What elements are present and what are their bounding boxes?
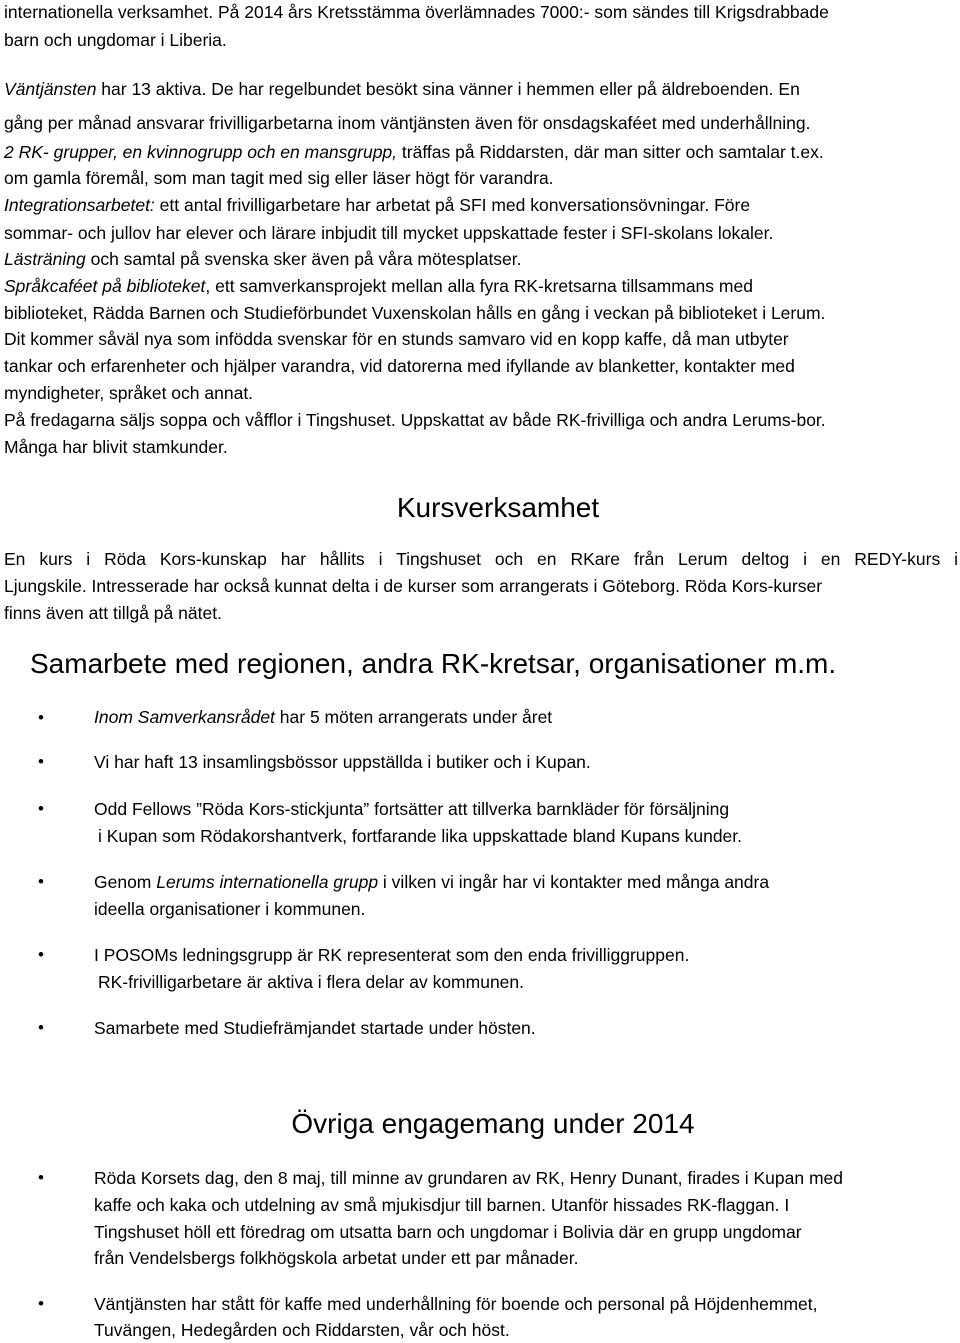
kurs-line-1: En kurs i Röda Kors-kunskap har hållits i Tingshuset och en RKare från Lerum deltog i en REDY-kurs i <box>4 549 958 569</box>
samarbete-bullet-5-line-2: RK-frivilligarbetare är aktiva i flera delar av kommunen. <box>98 972 524 992</box>
intro-line-10 <box>4 274 753 298</box>
intro-line-3 <box>4 77 800 101</box>
ovriga-bullet-2-line-1: Väntjänsten har stått för kaffe med underhållning för boende och personal på Höjdenhemmet, <box>94 1294 818 1314</box>
samarbete-bullet-3-line-2: i Kupan som Rödakorshantverk, fortfarande lika uppskattade bland Kupans kunder. <box>98 826 743 846</box>
bullet-marker: • <box>38 1168 44 1187</box>
internationella-grupp-italic: Lerums internationella grupp <box>156 872 379 892</box>
ovriga-heading: Övriga engagemang under 2014 <box>291 1108 695 1139</box>
samarbete-bullet-4-line-2: ideella organisationer i kommunen. <box>94 899 366 919</box>
sprakcafe-italic: Språkcaféet på biblioteket <box>4 276 206 296</box>
intro-line-5 <box>4 140 824 164</box>
ovriga-bullet-1-line-3: Tingshuset höll ett föredrag om utsatta barn och ungdomar i Bolivia där en grupp ungdomar <box>94 1222 802 1242</box>
intro-line-9 <box>4 247 522 271</box>
intro-line-14: myndigheter, språket och annat. <box>4 383 254 403</box>
ovriga-bullet-1-line-2: kaffe och kaka och utdelning av små mjukisdjur till barnen. Utanför hissades RK-flaggan. I <box>94 1195 790 1215</box>
ovriga-bullet-1-line-1: Röda Korsets dag, den 8 maj, till minne av grundaren av RK, Henry Dunant, firades i Kupan med <box>94 1168 844 1188</box>
bullet-marker: • <box>38 752 44 771</box>
samarbete-bullet-4-line-1 <box>94 869 769 895</box>
genom-text: Genom <box>94 872 157 892</box>
intro-line-11: biblioteket, Rädda Barnen och Studieförbundet Vuxenskolan hålls en gång i veckan på biblioteket i Lerum. <box>4 303 826 323</box>
bullet-marker: • <box>38 708 44 727</box>
integration-rest: ett antal frivilligarbetare har arbetat på SFI med konversationsövningar. Före <box>154 195 751 215</box>
bullet-marker: • <box>38 1294 44 1313</box>
integration-italic: Integrationsarbetet: <box>4 195 155 215</box>
ovriga-bullet-1-line-4: från Vendelsbergs folkhögskola arbetat under ett par månader. <box>94 1248 579 1268</box>
intro-line-2: barn och ungdomar i Liberia. <box>4 30 227 50</box>
vantjansten-italic: Väntjänsten <box>4 79 97 99</box>
samverkansradet-rest: har 5 möten arrangerats under året <box>274 707 553 727</box>
sprakcafe-rest: , ett samverkansprojekt mellan alla fyra RK-kretsarna tillsammans med <box>205 276 753 296</box>
rk-grupper-italic: 2 RK- grupper, en kvinnogrupp och en mansgrupp, <box>4 142 398 162</box>
samarbete-bullet-1 <box>94 704 552 730</box>
bullet-marker: • <box>38 1018 44 1037</box>
intro-line-16: Många har blivit stamkunder. <box>4 437 228 457</box>
bullet-marker: • <box>38 945 44 964</box>
kurs-line-3: finns även att tillgå på nätet. <box>4 603 222 623</box>
intro-line-1: internationella verksamhet. På 2014 års Kretsstämma överlämnades 7000:- som sändes till Krigsdrabbade <box>4 2 829 22</box>
intro-line-8: sommar- och jullov har elever och lärare inbjudit till mycket uppskattade fester i SFI-skolans lokaler. <box>4 223 774 243</box>
intro-line-12: Dit kommer såväl nya som infödda svenskar för en stunds samvaro vid en kopp kaffe, då man utbyter <box>4 329 789 349</box>
kurs-heading: Kursverksamhet <box>396 492 600 523</box>
intro-line-15: På fredagarna säljs soppa och våfflor i Tingshuset. Uppskattat av både RK-frivilliga och andra Lerums-bor. <box>4 410 826 430</box>
lastraning-italic: Lästräning <box>4 249 86 269</box>
samarbete-bullet-6: Samarbete med Studiefrämjandet startade under hösten. <box>94 1018 536 1038</box>
samverkansradet-italic: Inom Samverkansrådet <box>94 707 275 727</box>
kurs-line-2: Ljungskile. Intresserade har också kunnat delta i de kurser som arrangerats i Göteborg. Röda Kors-kurser <box>4 576 823 596</box>
rk-grupper-rest: träffas på Riddarsten, där man sitter och samtalar t.ex. <box>397 142 824 162</box>
samarbete-bullet-3-line-1: Odd Fellows ”Röda Kors-stickjunta” fortsätter att tillverka barnkläder för försäljning <box>94 799 730 819</box>
bullet-marker: • <box>38 799 44 818</box>
intro-line-4: gång per månad ansvarar frivilligarbetarna inom väntjänsten även för onsdagskaféet med underhållning. <box>4 113 811 133</box>
vantjansten-rest: har 13 aktiva. De har regelbundet besökt sina vänner i hemmen eller på äldreboenden. En <box>96 79 800 99</box>
lastraning-rest: och samtal på svenska sker även på våra mötesplatser. <box>85 249 522 269</box>
intro-line-7 <box>4 193 750 217</box>
samarbete-heading: Samarbete med regionen, andra RK-kretsar, organisationer m.m. <box>30 648 837 679</box>
bullet-marker: • <box>38 872 44 891</box>
samarbete-bullet-5-line-1: I POSOMs ledningsgrupp är RK representerat som den enda frivilliggruppen. <box>94 945 690 965</box>
intro-line-6: om gamla föremål, som man tagit med sig eller läser högt för varandra. <box>4 168 554 188</box>
genom-rest: i vilken vi ingår har vi kontakter med många andra <box>378 872 770 892</box>
samarbete-bullet-2: Vi har haft 13 insamlingsbössor uppställda i butiker och i Kupan. <box>94 752 591 772</box>
intro-line-13: tankar och erfarenheter och hjälper varandra, vid datorerna med ifyllande av blanketter, kontakter med <box>4 356 795 376</box>
ovriga-bullet-2-line-2: Tuvängen, Hedegården och Riddarsten, vår och höst. <box>94 1320 510 1340</box>
